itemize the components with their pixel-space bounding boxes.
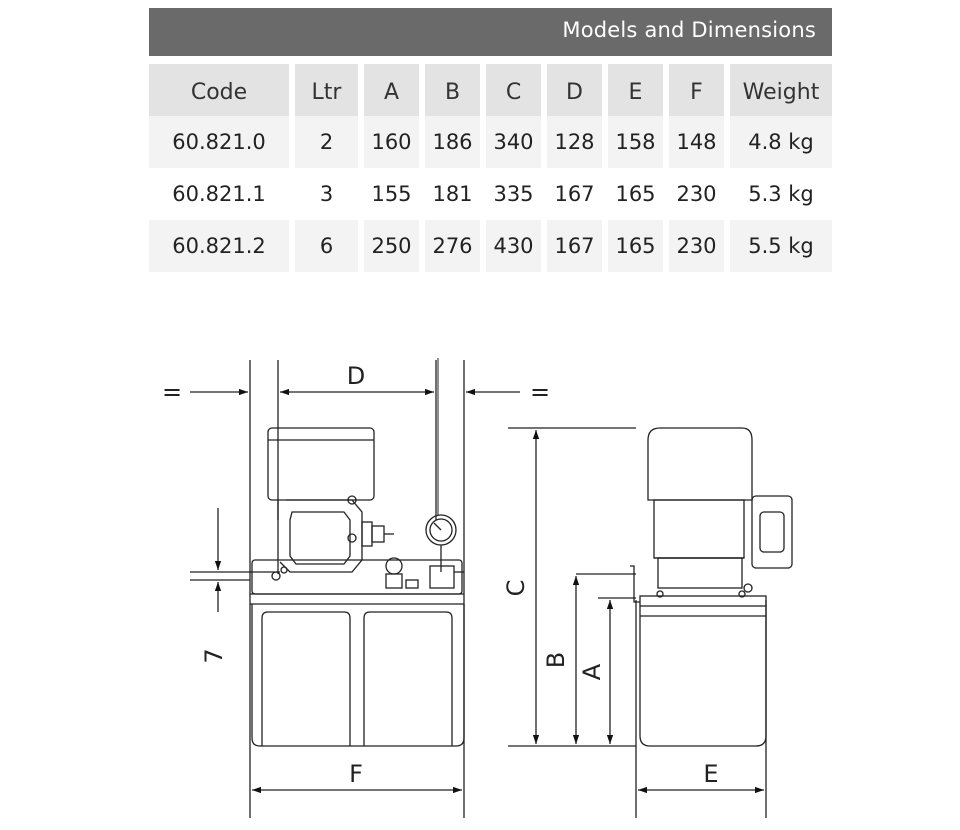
cell-weight: 5.5 kg bbox=[730, 220, 832, 272]
cell-e: 158 bbox=[608, 116, 663, 168]
terminal-box bbox=[752, 496, 792, 568]
label-equal-left: = bbox=[161, 378, 183, 406]
table-title: Models and Dimensions bbox=[562, 18, 816, 42]
cell-b: 181 bbox=[432, 182, 473, 206]
cell-weight: 4.8 kg bbox=[730, 116, 832, 168]
cell-f: 148 bbox=[669, 116, 724, 168]
header-ltr: Ltr bbox=[295, 64, 358, 116]
label-f: F bbox=[349, 760, 363, 788]
cell-ltr: 6 bbox=[295, 220, 358, 272]
header-c: C bbox=[486, 64, 541, 116]
side-bracket bbox=[630, 566, 640, 602]
cell-ltr: 3 bbox=[319, 182, 334, 206]
tank-rib bbox=[262, 612, 350, 746]
valve-block bbox=[430, 566, 454, 588]
header-e: E bbox=[608, 64, 663, 116]
cell-code: 60.821.0 bbox=[149, 116, 289, 168]
label-b: B bbox=[542, 651, 570, 669]
motor-body bbox=[648, 428, 752, 500]
cell-weight: 5.3 kg bbox=[748, 182, 814, 206]
header-d: D bbox=[547, 64, 602, 116]
cell-d: 128 bbox=[547, 116, 602, 168]
header-code: Code bbox=[149, 64, 289, 116]
cell-ltr: 2 bbox=[295, 116, 358, 168]
cell-e: 165 bbox=[608, 220, 663, 272]
plug bbox=[406, 580, 418, 588]
label-a: A bbox=[578, 663, 606, 681]
base-plate bbox=[640, 596, 766, 606]
reservoir-tank bbox=[252, 604, 464, 746]
cell-d: 167 bbox=[547, 220, 602, 272]
cell-f: 230 bbox=[669, 220, 724, 272]
cell-code: 60.821.1 bbox=[172, 182, 266, 206]
fitting bbox=[744, 584, 752, 592]
front-view bbox=[190, 358, 520, 818]
side-view bbox=[508, 428, 792, 818]
cell-b: 186 bbox=[425, 116, 480, 168]
header-a: A bbox=[364, 64, 419, 116]
cell-e: 165 bbox=[615, 182, 656, 206]
cell-c: 340 bbox=[486, 116, 541, 168]
gland-body bbox=[372, 526, 384, 542]
header-f: F bbox=[669, 64, 724, 116]
cell-c: 430 bbox=[486, 220, 541, 272]
motor-body bbox=[268, 428, 374, 500]
pump-housing bbox=[658, 558, 742, 588]
cell-a: 155 bbox=[371, 182, 412, 206]
label-e: E bbox=[703, 760, 719, 788]
cell-f: 230 bbox=[676, 182, 717, 206]
header-weight: Weight bbox=[730, 64, 832, 116]
motor-flange bbox=[654, 500, 744, 558]
label-c: C bbox=[502, 579, 530, 597]
label-seven: 7 bbox=[200, 648, 228, 664]
label-equal-right: = bbox=[529, 378, 551, 406]
bracket-window bbox=[290, 512, 350, 564]
cell-a: 160 bbox=[364, 116, 419, 168]
label-d: D bbox=[346, 362, 366, 390]
terminal-cover bbox=[760, 512, 784, 552]
header-b: B bbox=[425, 64, 480, 116]
filler-neck bbox=[386, 574, 402, 588]
tank-rib bbox=[364, 612, 452, 746]
cell-b: 276 bbox=[425, 220, 480, 272]
bolt bbox=[348, 534, 356, 542]
screw bbox=[281, 567, 287, 573]
reservoir-tank bbox=[640, 606, 766, 746]
mount-hole bbox=[272, 572, 280, 580]
cell-a: 250 bbox=[364, 220, 419, 272]
gland-nut bbox=[362, 522, 372, 546]
gauge-needle bbox=[434, 523, 441, 530]
cell-c: 335 bbox=[493, 182, 534, 206]
cell-d: 167 bbox=[554, 182, 595, 206]
cell-code: 60.821.2 bbox=[149, 220, 289, 272]
